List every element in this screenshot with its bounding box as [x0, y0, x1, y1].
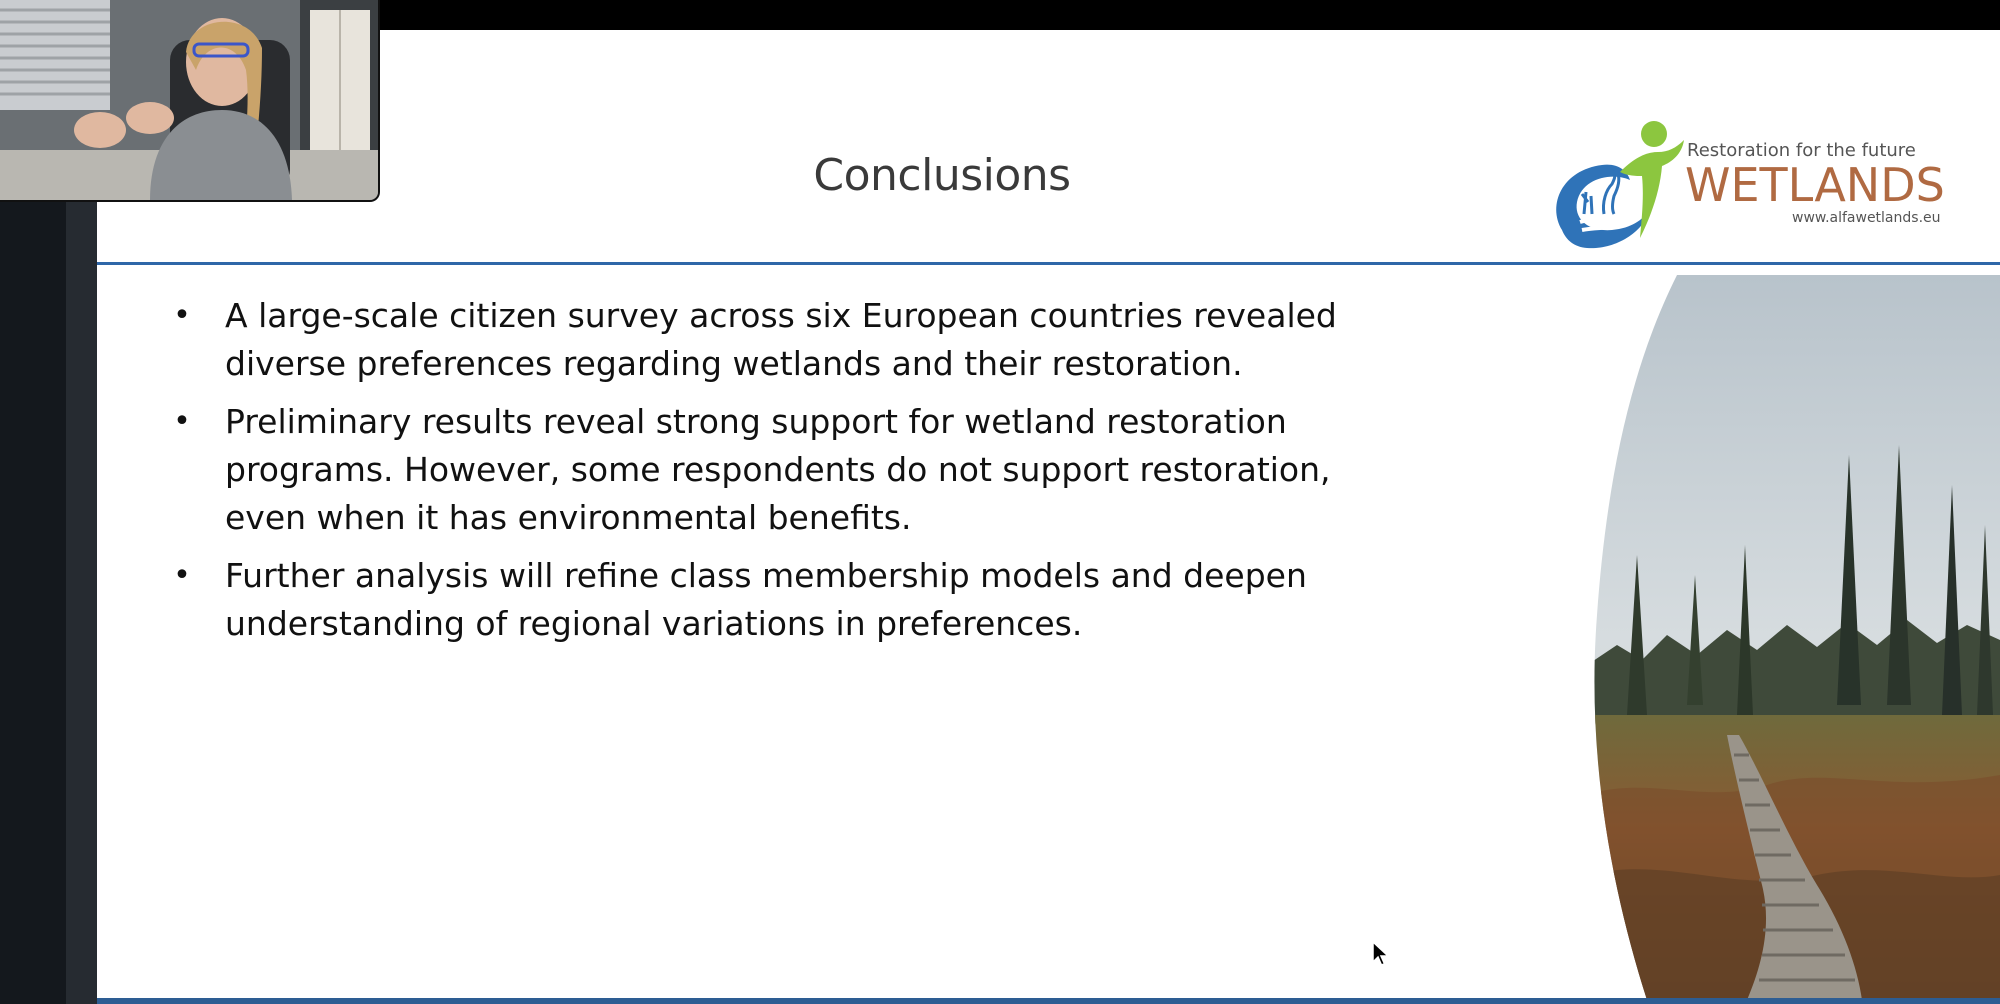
presenter-video-icon — [0, 0, 378, 200]
bullet-dot-icon: • — [173, 298, 191, 333]
bullet-text: Preliminary results reveal strong support for wetland restoration programs. However, some respondents do not support restoration, even when it has environmental benefits. — [225, 402, 1331, 537]
bullet-dot-icon: • — [173, 558, 191, 593]
header-divider — [97, 262, 2000, 265]
slide-bottom-border — [97, 998, 2000, 1004]
alfawetlands-logo — [1542, 110, 1972, 260]
bullet-text: A large-scale citizen survey across six European countries revealed diverse preferences regarding wetlands and their restoration. — [225, 296, 1337, 383]
logo-url: www.alfawetlands.eu — [1792, 210, 1941, 226]
bullet-item — [167, 292, 1347, 388]
wetlands-logo-icon — [1542, 110, 1692, 260]
mouse-pointer-icon — [1372, 941, 1390, 967]
bullet-item — [167, 552, 1347, 648]
presenter-video-thumbnail[interactable] — [0, 0, 378, 200]
conclusion-bullets — [167, 292, 1347, 658]
slide-title: Conclusions — [813, 150, 1071, 201]
bullet-item — [167, 398, 1347, 542]
shared-slide — [97, 30, 2000, 1000]
logo-tagline: Restoration for the future — [1687, 140, 1916, 161]
bullet-text: Further analysis will refine class membership models and deepen understanding of regional variations in preferences. — [225, 556, 1307, 643]
boardwalk-wetland-photo — [1587, 275, 2000, 1000]
logo-wordmark: WETLANDS — [1685, 158, 1945, 212]
bullet-dot-icon: • — [173, 404, 191, 439]
